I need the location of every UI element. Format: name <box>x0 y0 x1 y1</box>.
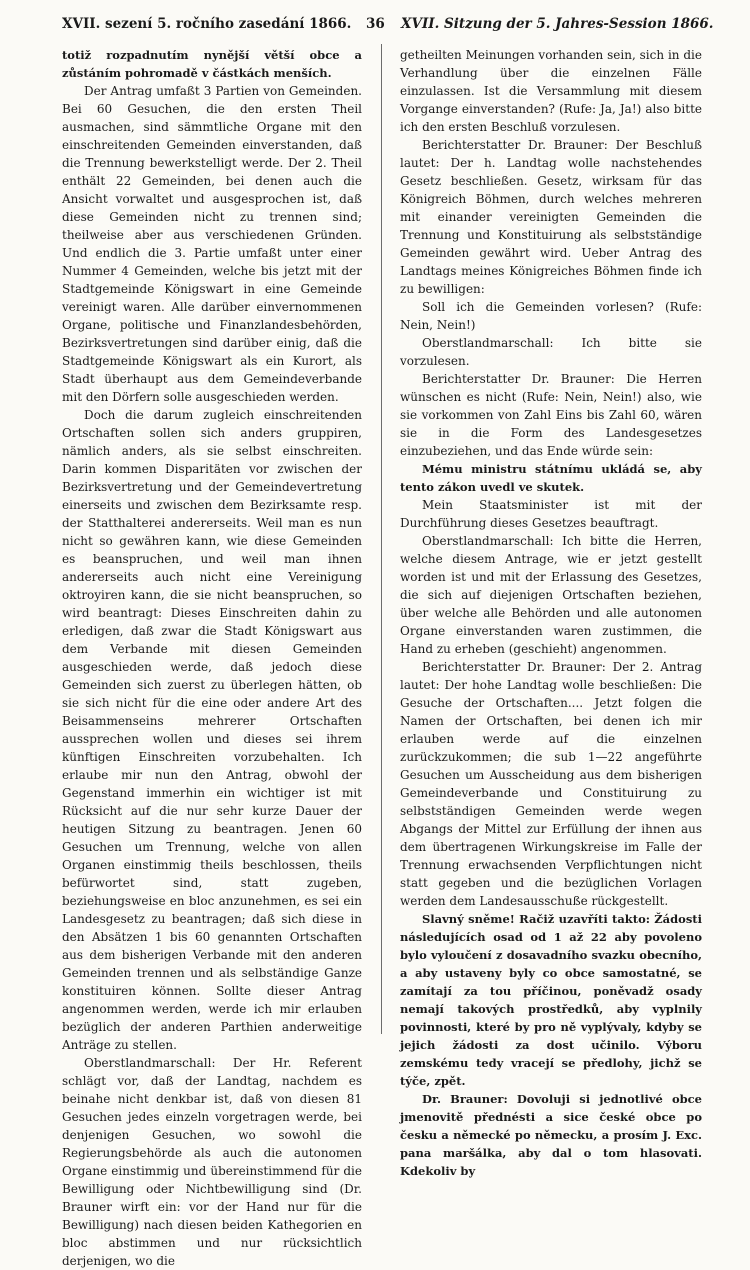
left-column <box>62 46 362 1268</box>
paragraph: Oberstlandmarschall: Ich bitte die Herren, welche diesem Antrage, wie er jetzt gestellt worden ist und mit der Erlassung des Gesetzes, die sich auf diejenigen Ortschaften beziehen, über welche alle Behörden und alle autonomen Organe einverstanden waren zustimmen, die Hand zu erheben (geschieht) angenommen. <box>400 534 702 656</box>
page-number: 36 <box>366 16 385 32</box>
paragraph: Slavný sněme! Račiž uzavříti takto: Žádosti následujících osad od 1 až 22 aby povoleno bylo vyloučení z dosavadního svazku obecního, a aby ustaveny byly co obce samostatné, se zamítají za tou příčinou, poněvadž osady nemají takových prostředků, aby vyplnily povinnosti, které by pro ně vyplývaly, kdyby se jejich žádosti za dost učinilo. Výboru zemskému tedy vracejí se předlohy, jichž se týče, zpět. <box>400 912 702 1088</box>
paragraph: Berichterstatter Dr. Brauner: Der 2. Antrag lautet: Der hohe Landtag wolle beschließen: Die Gesuche der Ortschaften.... Jetzt folgen die Namen der Ortschaften, bei denen ich mir erlauben werde auf die einzelnen zurückzukommen; die sub 1—22 angeführte Gesuchen um Ausscheidung aus dem bisherigen Gemeindeverbande und Constituirung zu selbstständigen Gemeinden werde wegen Abgangs der Mittel zur Erfüllung der ihnen aus dem übertragenen Wirkungskreise im Falle der Trennung erwachsenden Verpflichtungen nicht statt gegeben und die bezüglichen Vorlagen werden dem Landesausschuße rückgestellt. <box>400 660 702 908</box>
paragraph: Mému ministru státnímu ukládá se, aby tento zákon uvedl ve skutek. <box>400 462 702 494</box>
paragraph: Oberstlandmarschall: Ich bitte sie vorzulesen. <box>400 336 702 368</box>
paragraph: Oberstlandmarschall: Der Hr. Referent schlägt vor, daß der Landtag, nachdem es beinahe nicht denkbar ist, daß von diesen 81 Gesuchen jedes einzeln vorgetragen werde, bei denjenigen Gesuchen, wo sowohl die Regierungsbehörde als auch die autonomen Organe einstimmig und übereinstimmend für die Bewilligung oder Nichtbewilligung sind (Dr. Brauner wirft ein: vor der Hand nur für die Bewilligung) nach diesen beiden Kathegorien en bloc abstimmen und nur rücksichtlich derjenigen, wo die <box>62 1056 362 1268</box>
header-czech: XVII. sezení 5. ročního zasedání 1866. <box>62 16 352 32</box>
right-column <box>400 46 702 1178</box>
page-header <box>0 12 750 38</box>
paragraph: Doch die darum zugleich einschreitenden Ortschaften sollen sich anders gruppiren, nämlich anders, als sie selbst einschreiten. Darin kommen Disparitäten vor zwischen der Bezirksvertretung und der Gemeindevertretung einerseits und zwischen dem Bezirksamte resp. der Statthalterei andererseits. Weil man es nun nicht so gewähren kann, wie diese Gemeinden es beanspruchen, und weil man ihnen andererseits auch nicht eine Vereinigung oktroyiren kann, die sie nicht beanspruchen, so wird beantragt: Dieses Einschreiten dahin zu erledigen, daß zwar die Stadt Königswart aus dem Verbande mit diesen Gemeinden ausgeschieden werde, daß jedoch diese Gemeinden sich zuerst zu überlegen hätten, ob sie sich nicht für die eine oder andere Art des Beisammenseins mehrerer Ortschaften aussprechen wollen und dieses sei ihrem künftigen Einschreiten vorzubehalten. Ich erlaube mir nun den Antrag, obwohl der Gegenstand immerhin ein wichtiger ist mit Rücksicht auf die nur sehr kurze Dauer der heutigen Sitzung zu beantragen. Jenen 60 Gesuchen um Trennung, welche von allen Organen einstimmig theils beschlossen, theils befürwortet sind, statt zugeben, beziehungsweise en bloc anzunehmen, es sei ein Landesgesetz zu beantragen; daß sich diese in den Absätzen 1 bis 60 genannten Ortschaften aus dem bisherigen Verbande mit den anderen Gemeinden trennen und als selbständige Ganze konstituiren können. Sollte dieser Antrag angenommen werden, werde ich mir erlauben bezüglich der anderen Parthien anderweitige Anträge zu stellen. <box>62 408 362 1052</box>
header-german: XVII. Sitzung der 5. Jahres-Session 1866. <box>401 16 714 32</box>
paragraph: Berichterstatter Dr. Brauner: Die Herren wünschen es nicht (Rufe: Nein, Nein!) also, wie sie vorkommen von Zahl Eins bis Zahl 60, wären sie in die Form des Landesgesetzes einzubeziehen, und das Ende würde sein: <box>400 372 702 458</box>
paragraph: Berichterstatter Dr. Brauner: Der Beschluß lautet: Der h. Landtag wolle nachstehendes Gesetz beschließen. Gesetz, wirksam für das Königreich Böhmen, durch welches mehreren mit einander vereinigten Gemeinden die Trennung und Konstituirung als selbstständige Gemeinden gewährt wird. Ueber Antrag des Landtags meines Königreiches Böhmen finde ich zu bewilligen: <box>400 138 702 296</box>
column-divider <box>381 44 382 1034</box>
paragraph: Der Antrag umfaßt 3 Partien von Gemeinden. Bei 60 Gesuchen, die den ersten Theil ausmachen, sind sämmtliche Organe mit den einschreitenden Gemeinden einverstanden, daß die Trennung bewerkstelligt werde. Der 2. Theil enthält 22 Gemeinden, bei denen auch die Ansicht vorwaltet und ausgesprochen ist, daß diese Gemeinden nicht zu trennen sind; theilweise aber aus verschiedenen Gründen. Und endlich die 3. Partie umfaßt unter einer Nummer 4 Gemeinden, welche bis jetzt mit der Stadtgemeinde Königswart in eine Gemeinde vereinigt waren. Alle darüber einvernommenen Organe, politische und Finanzlandesbehörden, Bezirksvertretungen sind darüber einig, daß die Stadtgemeinde Königswart als ein Kurort, als Stadt überhaupt aus dem Gemeindeverbande mit den Dörfern solle ausgeschieden werden. <box>62 84 362 404</box>
paragraph: totiž rozpadnutím nynější větší obce a zůstáním pohromadě v částkách menších. <box>62 48 362 80</box>
paragraph: Dr. Brauner: Dovoluji si jednotlivé obce jmenovitě přednésti a sice české obce po česku a německé po německu, a prosím J. Exc. pana maršálka, aby dal o tom hlasovati. Kdekoliv by <box>400 1092 702 1178</box>
paragraph: Mein Staatsminister ist mit der Durchführung dieses Gesetzes beauftragt. <box>400 498 702 530</box>
paragraph: Soll ich die Gemeinden vorlesen? (Rufe: Nein, Nein!) <box>400 300 702 332</box>
paragraph: getheilten Meinungen vorhanden sein, sich in die Verhandlung über die einzelnen Fälle einzulassen. Ist die Versammlung mit diesem Vorgange einverstanden? (Rufe: Ja, Ja!) also bitte ich den ersten Beschluß vorzulesen. <box>400 48 702 134</box>
